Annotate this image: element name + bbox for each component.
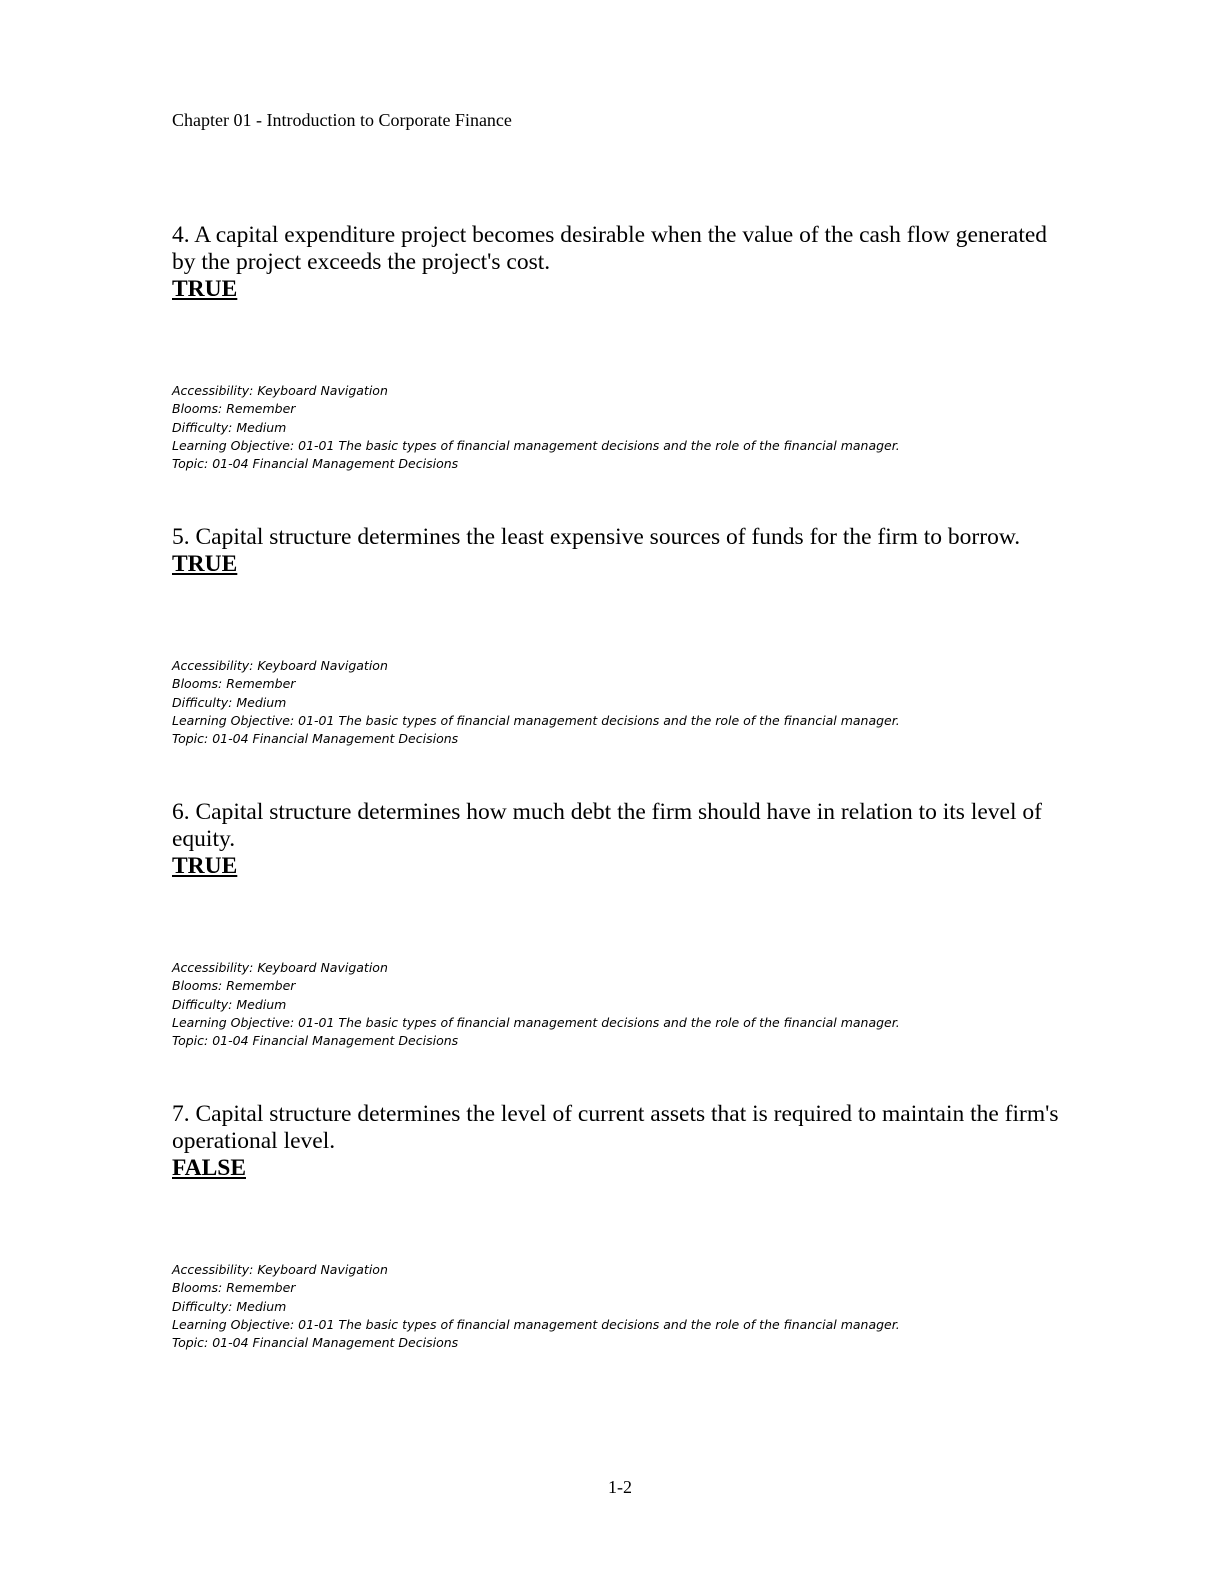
question-text: 7. Capital structure determines the level of current assets that is required to maintain the firm's operational level. [172,1101,1059,1154]
meta-topic: Topic: 01-04 Financial Management Decisions [172,456,459,472]
question-6 [172,799,1072,880]
meta-blooms: Blooms: Remember [172,676,296,692]
meta-accessibility: Accessibility: Keyboard Navigation [172,960,388,975]
question-5-metadata [172,657,1072,748]
meta-accessibility: Accessibility: Keyboard Navigation [172,383,388,398]
meta-learning-objective: Learning Objective: 01-01 The basic types of financial management decisions and the role of the financial manager. [172,712,900,728]
question-answer: TRUE [172,551,238,577]
chapter-title: Chapter 01 - Introduction to Corporate Finance [172,110,512,130]
question-6-metadata [172,959,1072,1050]
meta-accessibility: Accessibility: Keyboard Navigation [172,1262,388,1277]
question-text: 5. Capital structure determines the least expensive sources of funds for the firm to borrow. [172,524,1021,550]
question-7 [172,1101,1072,1182]
meta-blooms: Blooms: Remember [172,1280,296,1296]
question-text: 4. A capital expenditure project becomes desirable when the value of the cash flow generated by the project exceeds the project's cost. [172,222,1048,275]
question-answer: TRUE [172,276,238,302]
meta-difficulty: Difficulty: Medium [172,996,287,1012]
meta-blooms: Blooms: Remember [172,978,296,994]
meta-learning-objective: Learning Objective: 01-01 The basic types of financial management decisions and the role of the financial manager. [172,1316,900,1332]
question-4 [172,222,1072,303]
question-text: 6. Capital structure determines how much debt the firm should have in relation to its level of equity. [172,799,1042,852]
question-answer: TRUE [172,853,238,879]
page-number: 1-2 [608,1477,632,1497]
meta-topic: Topic: 01-04 Financial Management Decisions [172,1033,459,1049]
question-answer: FALSE [172,1155,246,1181]
meta-learning-objective: Learning Objective: 01-01 The basic types of financial management decisions and the role of the financial manager. [172,437,900,453]
meta-topic: Topic: 01-04 Financial Management Decisions [172,1335,459,1351]
question-7-metadata [172,1261,1072,1352]
meta-accessibility: Accessibility: Keyboard Navigation [172,658,388,673]
question-5 [172,524,1072,578]
meta-difficulty: Difficulty: Medium [172,694,287,710]
meta-difficulty: Difficulty: Medium [172,1298,287,1314]
question-4-metadata [172,382,1072,473]
meta-topic: Topic: 01-04 Financial Management Decisions [172,731,459,747]
meta-learning-objective: Learning Objective: 01-01 The basic types of financial management decisions and the role of the financial manager. [172,1014,900,1030]
meta-blooms: Blooms: Remember [172,401,296,417]
meta-difficulty: Difficulty: Medium [172,419,287,435]
